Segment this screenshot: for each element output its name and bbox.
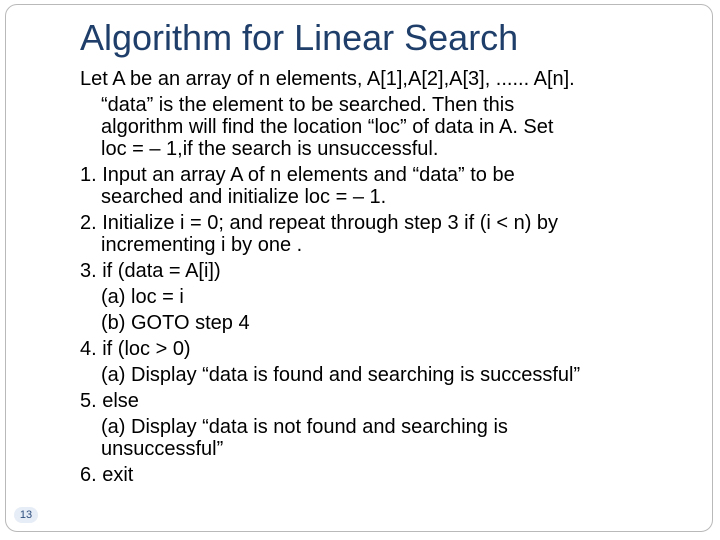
body-line: algorithm will find the location “loc” of data in A. Set xyxy=(101,116,554,138)
body-line: 4. if (loc > 0) xyxy=(80,338,191,360)
body-line: 5. else xyxy=(80,390,139,412)
page-number-badge: 13 xyxy=(14,507,38,523)
body-line: searched and initialize loc = – 1. xyxy=(101,186,387,208)
body-line: Let A be an array of n elements, A[1],A[2],A[3], ...... A[n]. xyxy=(80,68,575,90)
body-line: (a) Display “data is found and searching is successful” xyxy=(101,364,581,386)
body-line: (a) Display “data is not found and searching is xyxy=(101,416,508,438)
body-line: “data” is the element to be searched. Then this xyxy=(101,94,515,116)
body-line: unsuccessful” xyxy=(101,438,224,460)
body-line: 2. Initialize i = 0; and repeat through step 3 if (i < n) by xyxy=(80,212,559,234)
slide-title: Algorithm for Linear Search xyxy=(80,17,519,58)
body-line: incrementing i by one . xyxy=(101,234,303,256)
body-line: 1. Input an array A of n elements and “data” to be xyxy=(80,164,515,186)
body-line: (a) loc = i xyxy=(101,286,184,308)
body-line: 6. exit xyxy=(80,464,134,486)
body-line: 3. if (data = A[i]) xyxy=(80,260,221,282)
algorithm-body xyxy=(80,68,710,486)
body-line: loc = – 1,if the search is unsuccessful. xyxy=(101,138,439,160)
body-line: (b) GOTO step 4 xyxy=(101,312,250,334)
